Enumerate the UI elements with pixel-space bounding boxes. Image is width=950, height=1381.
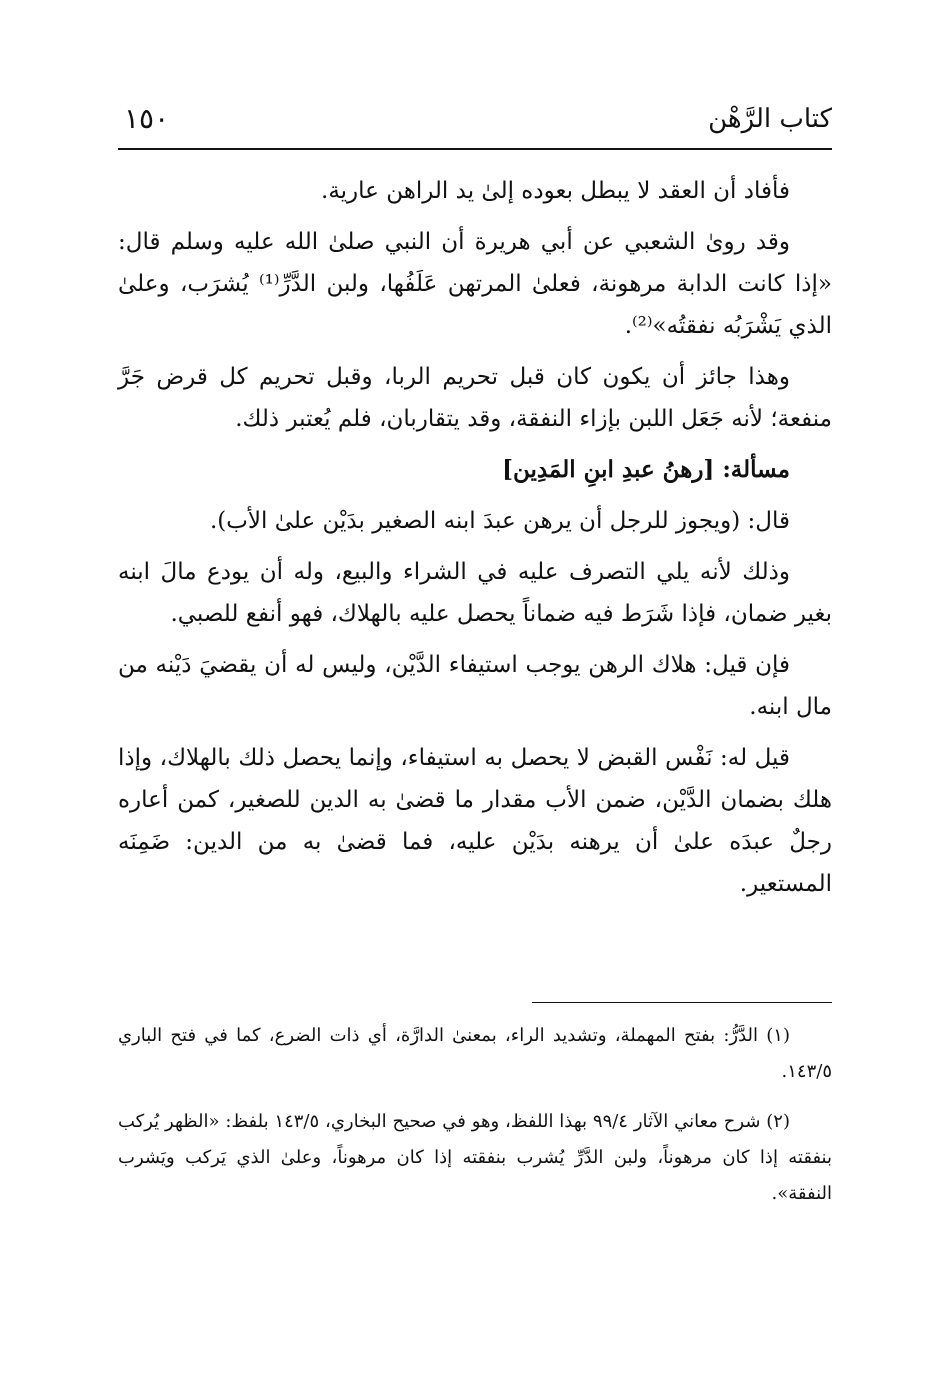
paragraph: فأفاد أن العقد لا يبطل بعوده إلىٰ يد الراهن عارية. — [321, 178, 790, 204]
header-divider — [118, 148, 832, 150]
paragraph: وذلك لأنه يلي التصرف عليه في الشراء والبيع، وله أن يودع مالَ ابنه بغير ضمان، فإذا شَرَط فيه ضماناً يحصل عليه بالهلاك، فهو أنفع للصبي. — [118, 559, 832, 627]
footnote-divider — [532, 1002, 832, 1003]
paragraph: وهذا جائز أن يكون كان قبل تحريم الربا، وقبل تحريم كل قرض جَرَّ منفعة؛ لأنه جَعَل اللبن بإزاء النفقة، وقد يتقاربان، فلم يُعتبر ذلك. — [118, 364, 832, 432]
footnotes — [118, 1018, 832, 1226]
page-number: ١٥٠ — [124, 102, 170, 135]
header-title: كتاب الرَّهْن — [708, 104, 832, 134]
paragraph: وقد روىٰ الشعبي عن أبي هريرة أن النبي صلىٰ الله عليه وسلم قال: «إذا كانت الدابة مرهونة، فعلىٰ المرتهن عَلَفُها، ولبن الدَّرِّ⁽¹⁾ يُشرَب، وعلىٰ الذي يَشْرَبُه نفقتُه»⁽²⁾. — [118, 229, 832, 339]
running-header — [118, 100, 832, 146]
paragraph: قيل له: نَفْس القبض لا يحصل به استيفاء، وإنما يحصل ذلك بالهلاك، وإذا هلك بضمان الدَّيْن، ضمن الأب مقدار ما قضىٰ به الدين للصغير، كمن أعاره رجلٌ عبدَه علىٰ أن يرهنه بدَيْن عليه، فما قضىٰ به من الدين: ضَمِنَه المستعير. — [118, 745, 832, 897]
paragraph: فإن قيل: هلاك الرهن يوجب استيفاء الدَّيْن، وليس له أن يقضيَ دَيْنه من مال ابنه. — [118, 652, 832, 720]
footnote: (٢) شرح معاني الآثار ٩٩/٤ بهذا اللفظ، وهو في صحيح البخاري، ١٤٣/٥ بلفظ: «الظهر يُركب بنفقته إذا كان مرهوناً، ولبن الدَّرِّ يُشرب بنفقته إذا كان مرهوناً، وعلىٰ الذي يَركب ويَشرب النفقة». — [118, 1111, 832, 1204]
footnote: (١) الدَّرُّ: بفتح المهملة، وتشديد الراء، بمعنىٰ الدارَّة، أي ذات الضرع، كما في فتح الباري ١٤٣/٥. — [118, 1025, 832, 1082]
main-text — [118, 170, 832, 914]
section-heading: مسألة: [رهنُ عبدِ ابنِ المَدِين] — [502, 456, 790, 483]
paragraph: قال: (ويجوز للرجل أن يرهن عبدَ ابنه الصغير بدَيْن علىٰ الأب). — [209, 508, 790, 534]
